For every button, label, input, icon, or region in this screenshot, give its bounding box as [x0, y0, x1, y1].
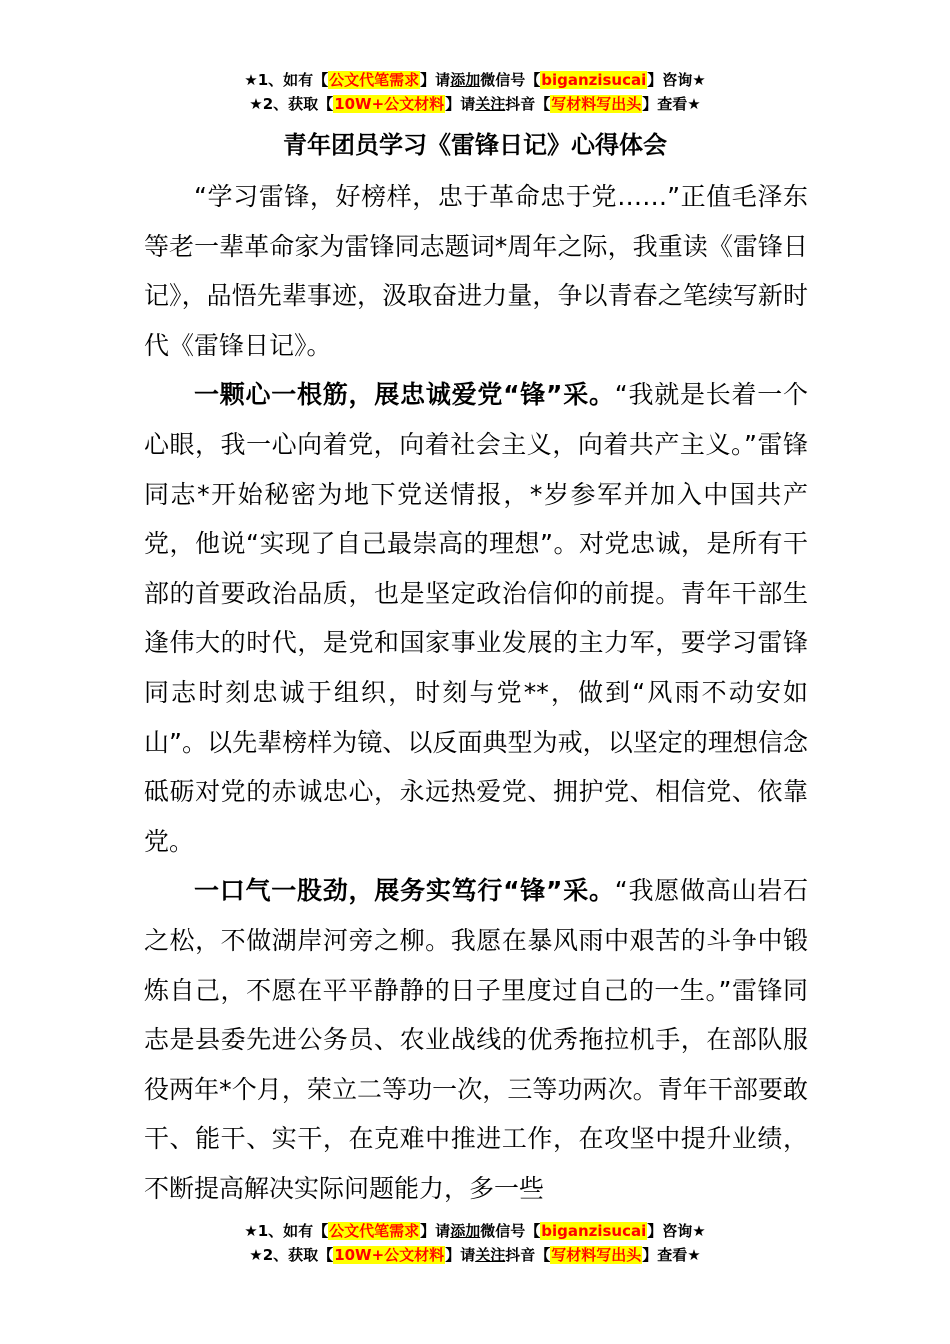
banner-highlight: 写材料写出头: [551, 95, 642, 113]
banner-text: 微信号【: [480, 1222, 541, 1240]
paragraph-heading: 一口气一股劲，展务实笃行“锋”采。: [194, 876, 615, 906]
banner-underlined: 关注: [475, 1246, 506, 1264]
paragraph-loyalty: [144, 370, 808, 866]
paragraph-intro: [144, 172, 808, 370]
banner-text: 】咨询★: [647, 1222, 706, 1240]
paragraph-heading: 一颗心一根筋，展忠诚爱党“锋”采。: [194, 380, 615, 410]
banner-text: 】请: [420, 1222, 451, 1240]
banner-underlined: 关注: [475, 95, 506, 113]
paragraph-pragmatism: [144, 866, 808, 1213]
banner-text: 】请: [445, 1246, 476, 1264]
header-banner: [0, 68, 950, 116]
document-body: [144, 172, 808, 1213]
banner-underlined: 添加: [450, 71, 481, 89]
banner-text: ★2、获取【: [249, 1246, 334, 1264]
banner-line-1: [0, 68, 950, 92]
banner-text: 微信号【: [480, 71, 541, 89]
document-title: 青年团员学习《雷锋日记》心得体会: [283, 131, 667, 159]
banner-highlight: 10W+公文材料: [334, 1246, 445, 1264]
banner-line-2: [0, 92, 950, 116]
paragraph-text: “我愿做高山岩石之松，不做湖岸河旁之柳。我愿在暴风雨中艰苦的斗争中锻炼自己，不愿在平平静静的日子里度过自己的一生。”雷锋同志是县委先进公务员、农业战线的优秀拖拉机手，在部队服役两年*个月，荣立二等功一次，三等功两次。青年干部要敢干、能干、实干，在克难中推进工作，在攻坚中提升业绩，不断提高解决实际问题能力，多一些: [144, 876, 808, 1203]
banner-text: 抖音【: [505, 95, 551, 113]
banner-highlight: 公文代笔需求: [329, 1222, 420, 1240]
banner-text: 】咨询★: [647, 71, 706, 89]
banner-line-1: [0, 1219, 950, 1243]
banner-text: ★1、如有【: [244, 1222, 329, 1240]
banner-highlight: 写材料写出头: [551, 1246, 642, 1264]
banner-text: 】请: [420, 71, 451, 89]
banner-highlight: 公文代笔需求: [329, 71, 420, 89]
banner-underlined: 添加: [450, 1222, 481, 1240]
banner-text: 】请: [445, 95, 476, 113]
banner-highlight: 10W+公文材料: [334, 95, 445, 113]
banner-line-2: [0, 1243, 950, 1267]
paragraph-text: “我就是长着一个心眼，我一心向着党，向着社会主义，向着共产主义。”雷锋同志*开始秘密为地下党送情报，*岁参军并加入中国共产党，他说“实现了自己最崇高的理想”。对党忠诚，是所有干部的首要政治品质，也是坚定政治信仰的前提。青年干部生逢伟大的时代，是党和国家事业发展的主力军，要学习雷锋同志时刻忠诚于组织，时刻与党**，做到“风雨不动安如山”。以先辈榜样为镜、以反面典型为戒，以坚定的理想信念砥砺对党的赤诚忠心，永远热爱党、拥护党、相信党、依靠党。: [144, 380, 808, 856]
banner-text: ★2、获取【: [249, 95, 334, 113]
banner-highlight: biganzisucai: [541, 1222, 647, 1240]
banner-text: ★1、如有【: [244, 71, 329, 89]
banner-highlight: biganzisucai: [541, 71, 647, 89]
footer-banner: [0, 1219, 950, 1267]
paragraph-text: “学习雷锋，好榜样，忠于革命忠于党……”正值毛泽东等老一辈革命家为雷锋同志题词*周年之际，我重读《雷锋日记》，品悟先辈事迹，汲取奋进力量，争以青春之笔续写新时代《雷锋日记》。: [144, 182, 808, 360]
banner-text: 抖音【: [505, 1246, 551, 1264]
banner-text: 】查看★: [642, 95, 701, 113]
banner-text: 】查看★: [642, 1246, 701, 1264]
